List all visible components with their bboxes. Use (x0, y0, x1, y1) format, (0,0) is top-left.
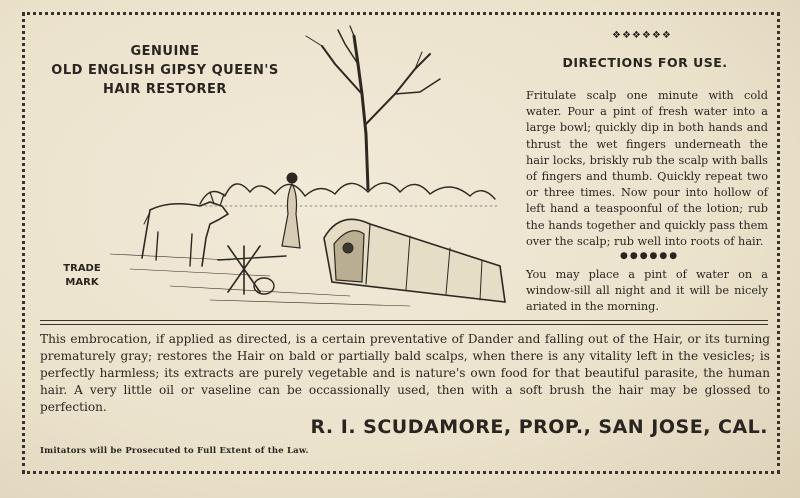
divider-rule-double (40, 324, 768, 325)
trade-mark-line2: MARK (65, 277, 99, 288)
title-line-product: HAIR RESTORER (103, 82, 227, 97)
title-line-genuine: GENUINE (130, 44, 200, 59)
directions-text: Fritulate scalp one minute with cold water. Pour a pint of fresh water into a large bowl; quickly dip in both hands and thrust the wet fingers underneath the hair locks, briskly rub the scalp with balls of fingers and thumb. Quickly repeat two or three times. Now pour into hollow of left hand a teaspoonful of the lotion; rub the hands together and quickly pass them over the scalp; rub well into roots of hair. (526, 89, 768, 248)
proprietor-line: R. I. SCUDAMORE, PROP., SAN JOSE, CAL. (310, 416, 768, 438)
divider-rule (40, 320, 768, 321)
window-sill-note: You may place a pint of water on a window-sill all night and it will be nicely ariated in the morning. (526, 268, 768, 314)
ornament-dots: ❖❖❖❖❖❖ (612, 30, 672, 41)
separator-dots: ●●●●●● (620, 251, 680, 261)
embrocation-description: This embrocation, if applied as directed, is a certain preventative of Dander and falling out of the Hair, or its turning prematurely gray; restores the Hair on bald or partially bald scalps, when there is any vitality left in the vesicles; is perfectly harmless; its extracts are purely vegetable and is nature's own food for that beautiful parasite, the human hair. A very little oil or vaseline can be occassionally used, then with a soft brush the hair may be glossed to perfection. (40, 332, 770, 414)
directions-heading: DIRECTIONS FOR USE. (562, 55, 728, 70)
title-line-name: OLD ENGLISH GIPSY QUEEN'S (51, 63, 279, 78)
trade-mark-label (52, 262, 112, 290)
trade-mark-line1: TRADE (63, 263, 101, 274)
gipsy-camp-illustration (110, 24, 510, 314)
imitators-warning: Imitators will be Prosecuted to Full Extent of the Law. (40, 446, 309, 456)
